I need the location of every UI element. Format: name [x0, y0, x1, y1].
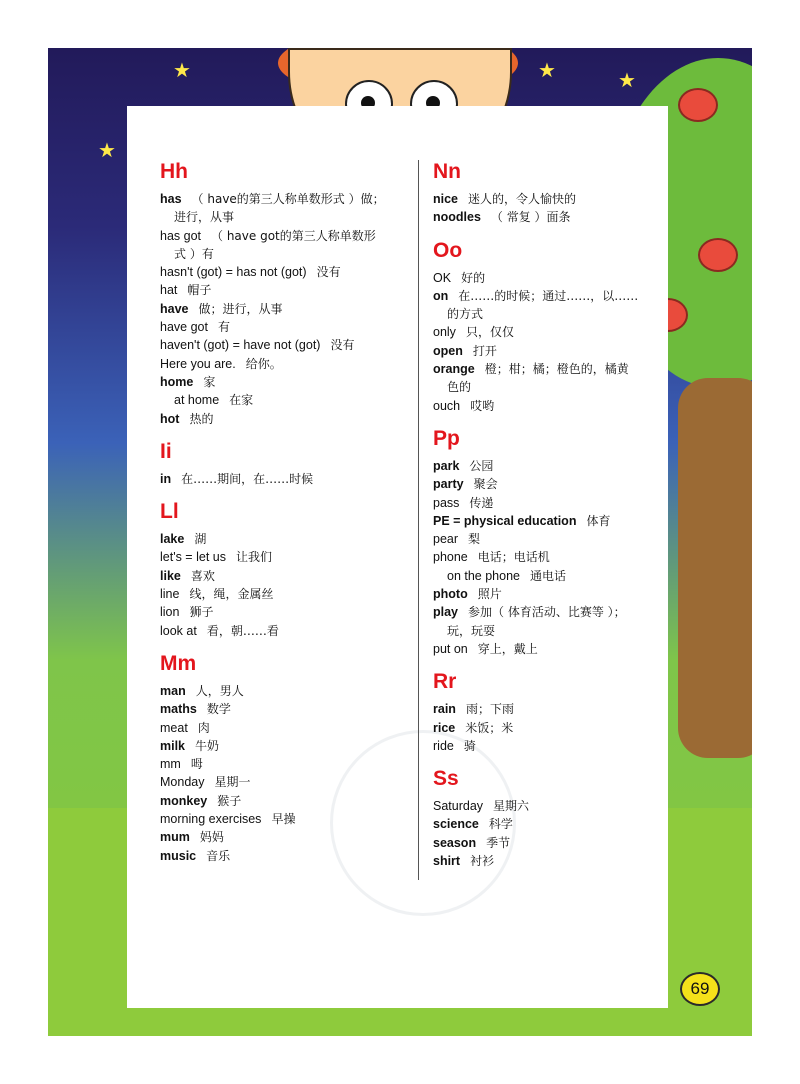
star-icon: ★ [173, 58, 191, 82]
entry-word: let's = let us [160, 550, 226, 565]
entry-word: have got [160, 320, 208, 335]
word-entry [433, 457, 673, 475]
entry-meaning: 梨 [468, 532, 481, 547]
entry-meaning: 狮子 [189, 605, 214, 620]
word-entry [160, 585, 410, 603]
word-entry [433, 342, 673, 360]
entry-meaning: 星期一 [214, 775, 251, 790]
word-entry [433, 287, 673, 305]
word-entry [160, 336, 410, 354]
entry-word: lion [160, 605, 180, 620]
entry-word: shirt [433, 854, 461, 869]
entry-word: ride [433, 738, 454, 753]
section-letter: Mm [160, 651, 197, 675]
word-entry [433, 475, 673, 493]
entry-meaning: 妈妈 [199, 830, 224, 845]
word-entry [160, 755, 410, 773]
word-entry [160, 391, 410, 409]
page-number: 69 [680, 972, 720, 1006]
letter-section [160, 652, 410, 865]
entry-meaning: 家 [203, 374, 216, 389]
entry-meaning: 好的 [461, 270, 486, 285]
entry-word: on the phone [447, 568, 520, 583]
entry-word: Here you are. [160, 356, 236, 371]
entry-meaning: 迷人的，令人愉快的 [468, 192, 577, 206]
entry-meaning: 猴子 [217, 793, 242, 808]
entry-word: lake [160, 532, 185, 547]
word-entry [433, 512, 673, 530]
entry-meaning: （ have got的第三人称单数形 [211, 228, 376, 243]
word-entry [160, 810, 410, 828]
entry-word: party [433, 477, 464, 492]
entry-word: PE = physical education [433, 513, 577, 528]
word-entry [433, 494, 673, 512]
entry-meaning: 式 ）有 [174, 246, 214, 261]
entry-meaning: 湖 [194, 532, 207, 547]
entry-word: science [433, 817, 479, 832]
entry-meaning: 橙；柑；橘；橙色的，橘黄 [484, 362, 629, 377]
letter-section [433, 160, 673, 227]
entry-meaning: 传递 [469, 495, 494, 510]
word-entry [160, 622, 410, 640]
word-entry [160, 281, 410, 299]
entry-word: put on [433, 641, 468, 656]
entry-meaning: 有 [217, 320, 230, 335]
entry-meaning: 哎哟 [470, 398, 495, 413]
word-entry [160, 190, 410, 208]
word-entry [433, 208, 673, 226]
entry-word: orange [433, 362, 475, 377]
entry-meaning: 早操 [271, 812, 296, 827]
entry-meaning: 只，仅仅 [465, 325, 514, 340]
entry-meaning: 玩，玩耍 [447, 623, 496, 638]
apple-icon [698, 238, 738, 272]
entry-meaning: 喜欢 [190, 568, 215, 583]
entry-word: phone [433, 550, 468, 565]
entry-meaning: 让我们 [235, 550, 272, 565]
column-divider [418, 160, 419, 880]
word-entry [160, 227, 410, 245]
entry-meaning: 色的 [447, 380, 472, 395]
entry-word: mum [160, 830, 190, 845]
entry-word: play [433, 605, 459, 620]
word-entry [433, 548, 673, 566]
entry-word: OK [433, 270, 452, 285]
word-entry [433, 360, 673, 378]
entry-meaning: 季节 [486, 835, 511, 850]
entry-meaning: 看，朝……看 [206, 623, 279, 638]
entry-meaning: 雨；下雨 [465, 702, 514, 717]
word-entry [160, 355, 410, 373]
entry-word: mm [160, 757, 181, 772]
entry-meaning: 线，绳，金属丝 [189, 587, 274, 602]
word-entry [433, 737, 673, 755]
section-letter: Ii [160, 439, 172, 463]
entry-meaning: 没有 [316, 265, 341, 280]
left-column [160, 160, 410, 877]
entry-word: pear [433, 532, 459, 547]
entry-word: park [433, 458, 460, 473]
entry-word: at home [174, 393, 220, 408]
word-entry [160, 245, 410, 263]
entry-word: has [160, 192, 182, 206]
tree-trunk [678, 378, 752, 758]
word-entry [160, 719, 410, 737]
letter-section [433, 670, 673, 755]
entry-word: nice [433, 192, 459, 206]
entry-word: Monday [160, 775, 205, 790]
word-entry [160, 828, 410, 846]
section-letter: Hh [160, 160, 188, 183]
word-entry [160, 700, 410, 718]
word-entry [160, 318, 410, 336]
entry-meaning: 数学 [206, 702, 231, 717]
entry-meaning: 在……期间，在……时候 [181, 471, 314, 486]
entry-word: has got [160, 228, 202, 243]
word-entry [433, 530, 673, 548]
entry-word: ouch [433, 398, 461, 413]
entry-word: hasn't (got) = has not (got) [160, 265, 307, 280]
entry-meaning: 在……的时候；通过……，以…… [458, 288, 639, 303]
star-icon: ★ [538, 58, 556, 82]
entry-word: season [433, 835, 477, 850]
entry-word: noodles [433, 210, 481, 225]
entry-word: rice [433, 720, 456, 735]
entry-meaning: 通电话 [530, 568, 567, 583]
entry-meaning: （ have的第三人称单数形式 ）做； [191, 192, 385, 206]
entry-word: maths [160, 702, 197, 717]
word-entry [433, 378, 673, 396]
entry-meaning: 肉 [197, 720, 210, 735]
entry-meaning: 牛奶 [195, 738, 220, 753]
word-entry [160, 548, 410, 566]
entry-meaning: 科学 [488, 817, 513, 832]
section-letter: Rr [433, 670, 457, 694]
word-entry [160, 410, 410, 428]
section-letter: Nn [433, 160, 461, 183]
entry-word: rain [433, 702, 456, 717]
entry-meaning: （ 常复 ）面条 [490, 210, 571, 225]
word-entry [433, 834, 673, 852]
entry-word: milk [160, 738, 186, 753]
section-letter: Ll [160, 500, 179, 524]
word-entry [433, 305, 673, 323]
entry-meaning: 在家 [229, 393, 254, 408]
word-entry [160, 792, 410, 810]
star-icon: ★ [98, 138, 116, 162]
entry-word: morning exercises [160, 812, 262, 827]
word-entry [160, 773, 410, 791]
entry-meaning: 聚会 [473, 477, 498, 492]
word-entry [433, 269, 673, 287]
entry-word: on [433, 288, 449, 303]
entry-word: hat [160, 283, 178, 298]
word-entry [160, 567, 410, 585]
entry-meaning: 帽子 [187, 283, 212, 298]
word-entry [160, 603, 410, 621]
entry-word: Saturday [433, 799, 484, 814]
word-entry [433, 640, 673, 658]
entry-word: music [160, 848, 197, 863]
word-entry [433, 190, 673, 208]
word-entry [160, 847, 410, 865]
word-entry [433, 719, 673, 737]
word-entry [433, 700, 673, 718]
entry-word: pass [433, 495, 460, 510]
word-entry [160, 208, 410, 226]
entry-word: photo [433, 587, 468, 602]
entry-word: man [160, 683, 186, 698]
entry-word: hot [160, 411, 180, 426]
section-letter: Ss [433, 767, 459, 791]
entry-meaning: 衬衫 [470, 854, 495, 869]
word-entry [160, 682, 410, 700]
word-entry [433, 323, 673, 341]
entry-meaning: 做；进行，从事 [198, 301, 283, 316]
entry-word: home [160, 374, 194, 389]
entry-meaning: 热的 [189, 411, 214, 426]
entry-word: like [160, 568, 181, 583]
entry-word: line [160, 587, 180, 602]
word-entry [433, 603, 673, 621]
letter-section [433, 427, 673, 658]
word-entry [433, 585, 673, 603]
word-entry [433, 397, 673, 415]
entry-meaning: 公园 [469, 458, 494, 473]
entry-meaning: 体育 [586, 513, 611, 528]
entry-word: in [160, 471, 172, 486]
word-entry [433, 797, 673, 815]
right-column [433, 160, 673, 882]
letter-section [160, 440, 410, 488]
letter-section [160, 500, 410, 640]
entry-meaning: 打开 [472, 343, 497, 358]
entry-meaning: 的方式 [447, 307, 484, 322]
word-entry [160, 300, 410, 318]
word-entry [433, 567, 673, 585]
word-entry [160, 470, 410, 488]
section-letter: Pp [433, 426, 460, 450]
word-entry [160, 373, 410, 391]
letter-section [160, 160, 410, 428]
entry-word: look at [160, 623, 197, 638]
letter-section [433, 239, 673, 415]
entry-word: only [433, 325, 456, 340]
entry-meaning: 音乐 [206, 848, 231, 863]
section-letter: Oo [433, 238, 463, 262]
entry-meaning: 进行，从事 [174, 210, 235, 225]
entry-word: haven't (got) = have not (got) [160, 338, 321, 353]
entry-meaning: 电话；电话机 [477, 550, 550, 565]
star-icon: ★ [618, 68, 636, 92]
entry-word: monkey [160, 793, 208, 808]
word-entry [160, 263, 410, 281]
entry-meaning: 星期六 [493, 799, 530, 814]
entry-word: open [433, 343, 463, 358]
entry-meaning: 穿上，戴上 [477, 641, 538, 656]
entry-word: have [160, 301, 189, 316]
entry-meaning: 参加（ 体育活动、比赛等 ）； [468, 605, 626, 620]
entry-word: meat [160, 720, 188, 735]
entry-meaning: 没有 [330, 338, 355, 353]
word-entry [160, 530, 410, 548]
entry-meaning: 骑 [463, 738, 476, 753]
entry-meaning: 呣 [190, 757, 203, 772]
entry-meaning: 照片 [477, 587, 502, 602]
entry-meaning: 给你。 [245, 356, 282, 371]
word-entry [433, 622, 673, 640]
letter-section [433, 767, 673, 870]
entry-meaning: 人，男人 [195, 683, 244, 698]
apple-icon [678, 88, 718, 122]
word-entry [160, 737, 410, 755]
entry-meaning: 米饭；米 [465, 720, 514, 735]
word-entry [433, 852, 673, 870]
word-entry [433, 815, 673, 833]
